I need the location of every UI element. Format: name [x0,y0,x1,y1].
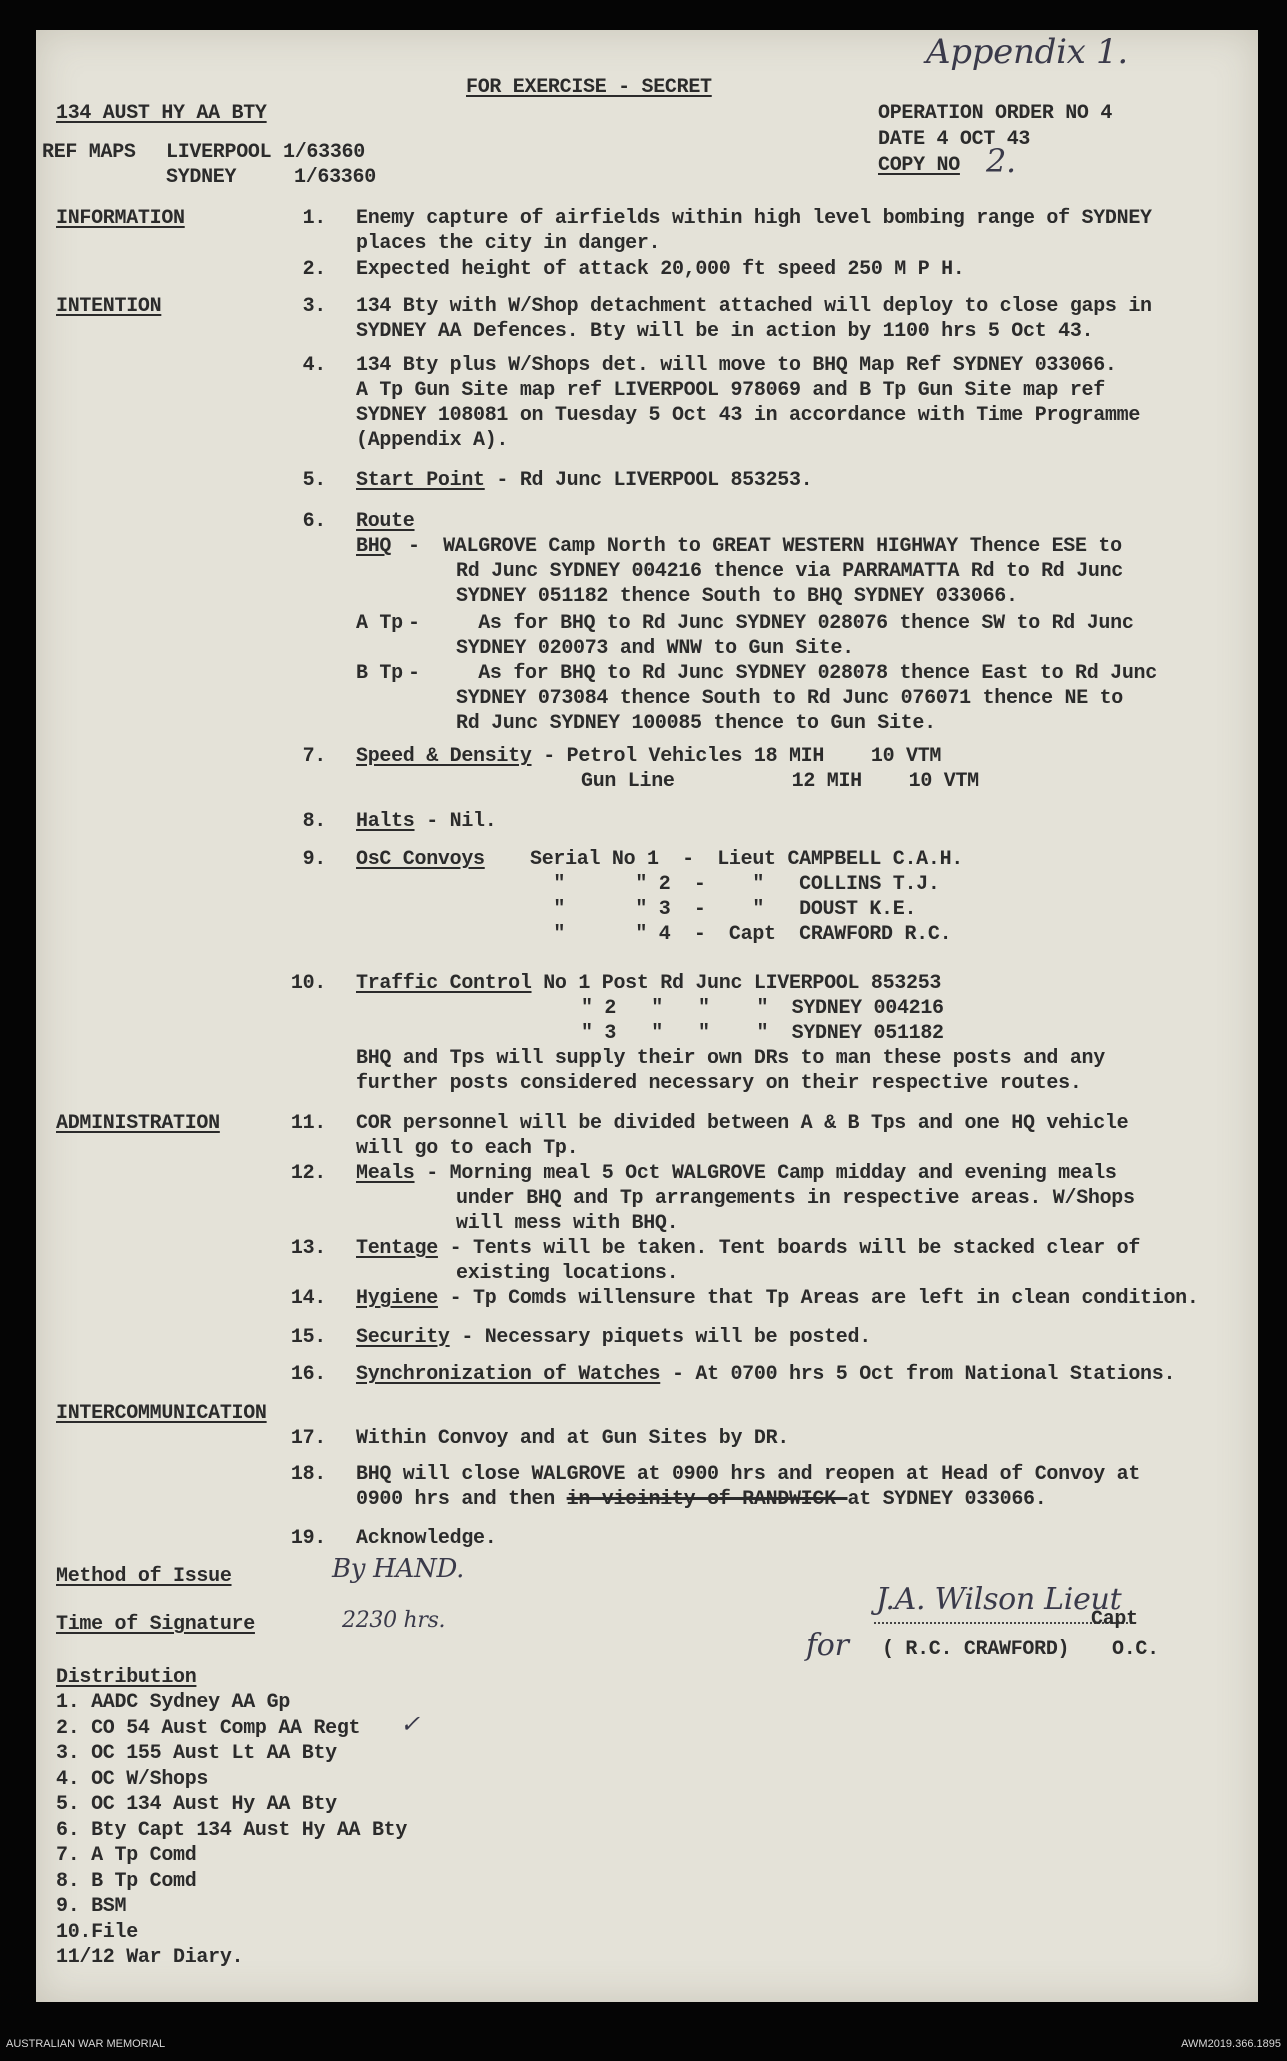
para-text: existing locations. [456,1262,679,1285]
convoy-row: " " 4 - Capt CRAWFORD R.C. [530,923,952,946]
para-text [356,972,941,995]
para-text-inline: - At 0700 hrs 5 Oct from National Stations. [660,1363,1176,1386]
para-number: 4. [302,354,326,377]
para-text: will mess with BHQ. [456,1212,679,1235]
signatory-name: ( R.C. CRAWFORD) [882,1638,1070,1661]
convoy-row: " " 2 - " COLLINS T.J. [530,873,940,896]
para-text-inline: - Tents will be taken. Tent boards will be stacked clear of [437,1237,1141,1260]
signature-rank: Capt [1091,1608,1138,1631]
distribution-item: 10.File [56,1920,138,1944]
method-of-issue-value: By HAND. [332,1554,465,1584]
para-text: Enemy capture of airfields within high level bombing range of SYDNEY [356,207,1152,230]
handwritten-signature: J.A. Wilson Lieut [876,1582,1122,1617]
signatory-role: O.C. [1112,1638,1159,1661]
para-text: 134 Bty with W/Shop detachment attached will deploy to close gaps in [356,295,1152,318]
para-text-inline: - Necessary piquets will be posted. [449,1326,871,1349]
para-label: Route [356,510,415,533]
para-number: 7. [302,745,326,768]
para-number: 6. [302,510,326,533]
distribution-item: 6. Bty Capt 134 Aust Hy AA Bty [56,1818,408,1842]
distribution-item: 7. A Tp Comd [56,1844,197,1867]
route-bhq-label: BHQ [356,535,392,558]
para-text-inline: 0900 hrs and then [356,1488,567,1511]
distribution-item: 5. OC 134 Aust Hy AA Bty [56,1793,337,1816]
footer-accession: AWM2019.366.1895 [1181,2038,1281,2050]
distribution-item: 9. BSM [56,1895,127,1918]
ref-maps-label: REF MAPS [42,141,136,164]
para-number: 17. [290,1427,326,1450]
section-intercommunication: INTERCOMMUNICATION [56,1402,267,1425]
route-text: - As for BHQ to Rd Junc SYDNEY 028076 thence SW to Rd Junc [408,612,1134,635]
para-number: 1. [302,207,326,230]
ref-map-liverpool: LIVERPOOL 1/63360 [166,141,365,164]
para-text-inline: at SYDNEY 033066. [847,1488,1047,1511]
para-text-inline: - Morning meal 5 Oct WALGROVE Camp midday and evening meals [414,1162,1117,1185]
appendix-annotation: Appendix 1. [926,32,1128,72]
para-number: 14. [290,1287,326,1310]
para-text: A Tp Gun Site map ref LIVERPOOL 978069 and B Tp Gun Site map ref [356,379,1105,402]
copy-label: COPY NO [878,154,960,177]
distribution-item: 1. AADC Sydney AA Gp [56,1691,291,1714]
para-number: 12. [290,1162,326,1185]
section-intention: INTENTION [56,295,162,318]
para-text: SYDNEY 108081 on Tuesday 5 Oct 43 in accordance with Time Programme [356,404,1141,427]
para-number: 13. [290,1237,326,1260]
para-text: further posts considered necessary on their respective routes. [356,1072,1082,1095]
para-number: 10. [290,972,326,995]
para-text: SYDNEY AA Defences. Bty will be in action by 1100 hrs 5 Oct 43. [356,320,1094,343]
para-label: Meals [356,1162,415,1185]
distribution-item: 4. OC W/Shops [56,1767,209,1791]
para-text: places the city in danger. [356,232,661,255]
para-label: Traffic Control [356,972,532,995]
operation-order [36,30,1258,2002]
route-text: - As for BHQ to Rd Junc SYDNEY 028078 thence East to Rd Junc [408,662,1157,685]
order-number: OPERATION ORDER NO 4 [878,102,1113,125]
para-number: 2. [302,258,326,281]
para-text-inline: - Tp Comds willensure that Tp Areas are left in clean condition. [437,1287,1199,1310]
para-number: 18. [290,1463,326,1486]
struck-text: in vicinity of RANDWICK [566,1488,848,1511]
para-text-inline: - Nil. [414,810,497,833]
ref-map-sydney-scale: 1/63360 [294,166,376,189]
traffic-post: " 2 " " " SYDNEY 004216 [581,997,944,1020]
para-text [356,1237,1140,1260]
route-text: - WALGROVE Camp North to GREAT WESTERN HIGHWAY Thence ESE to [408,535,1122,558]
distribution-item: 11/12 War Diary. [56,1946,244,1969]
para-number: 15. [290,1326,326,1349]
document-page [36,30,1258,2002]
para-label: Speed & Density [356,745,532,768]
para-text: Expected height of attack 20,000 ft speed 250 M P H. [356,258,965,281]
ref-map-sydney: SYDNEY [166,166,237,189]
para-text: BHQ and Tps will supply their own DRs to man these posts and any [356,1047,1105,1070]
para-text: 134 Bty plus W/Shops det. will move to BHQ Map Ref SYDNEY 033066. [356,354,1117,377]
section-information: INFORMATION [56,207,185,230]
para-number: 8. [302,810,326,833]
time-of-signature-value: 2230 hrs. [342,1608,446,1633]
route-text: SYDNEY 073084 thence South to Rd Junc 076071 thence NE to [456,687,1124,710]
para-text: BHQ will close WALGROVE at 0900 hrs and reopen at Head of Convoy at [356,1463,1141,1486]
route-text: SYDNEY 020073 and WNW to Gun Site. [456,637,854,660]
para-label: Hygiene [356,1287,438,1310]
para-label: Synchronization of Watches [356,1363,661,1386]
para-label: Halts [356,810,415,833]
route-text: Rd Junc SYDNEY 100085 thence to Gun Site. [456,712,936,735]
order-date: DATE 4 OCT 43 [878,128,1031,151]
para-number: 16. [290,1363,326,1386]
para-text: COR personnel will be divided between A & B Tps and one HQ vehicle [356,1112,1129,1135]
para-text-inline: - Rd Junc LIVERPOOL 853253. [484,469,813,492]
para-text [356,1287,1199,1310]
time-of-signature-label: Time of Signature [56,1613,255,1636]
para-text: (Appendix A). [356,429,509,452]
para-text [356,469,812,492]
para-number: 5. [302,469,326,492]
copy-number: 2. [986,142,1016,180]
para-text [356,1162,1117,1185]
para-text: Gun Line 12 MIH 10 VTM [581,770,979,793]
para-text [356,810,496,833]
convoy-row: " " 3 - " DOUST K.E. [530,898,917,921]
para-number: 19. [290,1527,326,1550]
route-atp-label: A Tp [356,612,403,635]
distribution-item: 2. CO 54 Aust Comp AA Regt [56,1716,361,1740]
classification-heading: FOR EXERCISE - SECRET [466,76,712,99]
para-text [356,1326,871,1349]
distribution-item: 8. B Tp Comd [56,1869,197,1893]
unit-name: 134 AUST HY AA BTY [56,102,267,125]
para-label: Start Point [356,469,485,492]
para-text-inline: - Petrol Vehicles 18 MIH 10 VTM [531,745,942,768]
para-text-inline: No 1 Post Rd Junc LIVERPOOL 853253 [531,972,942,995]
para-number: 11. [290,1112,326,1135]
para-text [356,1488,1046,1511]
footer-credit: AUSTRALIAN WAR MEMORIAL [6,2038,166,2050]
para-text: Acknowledge. [356,1527,497,1550]
tick-mark: ✓ [400,1710,420,1738]
para-number: 9. [302,848,326,871]
distribution-title: Distribution [56,1666,197,1689]
para-text [356,745,941,768]
para-text [356,1363,1175,1386]
traffic-post: " 3 " " " SYDNEY 051182 [581,1022,944,1045]
para-text: under BHQ and Tp arrangements in respective areas. W/Shops [456,1187,1135,1210]
distribution-item: 3. OC 155 Aust Lt AA Bty [56,1742,337,1765]
signature-for: for [806,1628,849,1663]
para-text: will go to each Tp. [356,1137,579,1160]
para-label: Tentage [356,1237,438,1260]
route-btp-label: B Tp [356,662,403,685]
method-of-issue-label: Method of Issue [56,1565,232,1588]
convoy-row: Serial No 1 - Lieut CAMPBELL C.A.H. [530,848,963,871]
section-administration: ADMINISTRATION [56,1112,220,1135]
route-text: Rd Junc SYDNEY 004216 thence via PARRAMATTA Rd to Rd Junc [456,560,1124,583]
para-number: 3. [302,295,326,318]
para-text: Within Convoy and at Gun Sites by DR. [356,1427,789,1450]
route-text: SYDNEY 051182 thence South to BHQ SYDNEY 033066. [456,585,1018,608]
para-label: OsC Convoys [356,848,485,871]
para-label: Security [356,1326,450,1349]
